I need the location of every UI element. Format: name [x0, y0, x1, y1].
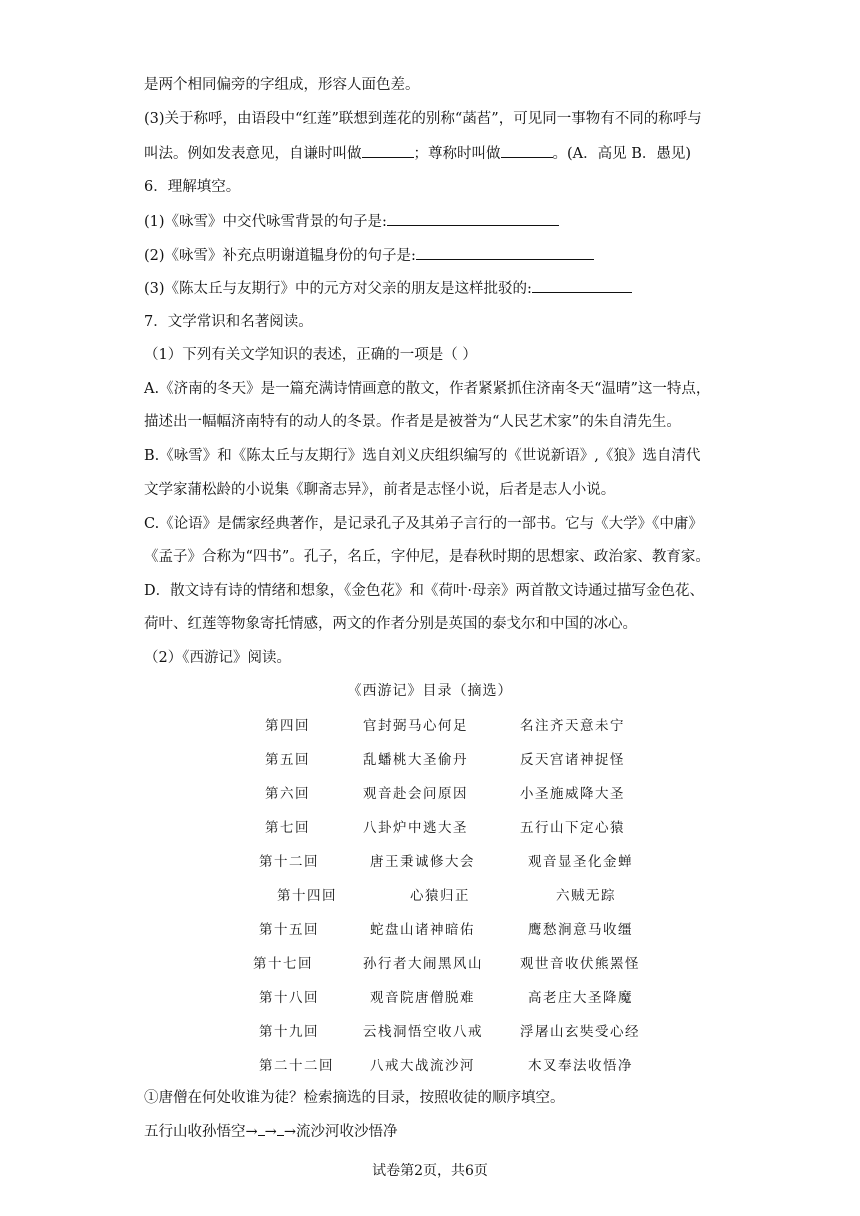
- catalog-row: [0, 816, 860, 838]
- text-line: 《孟子》合称为“四书”。孔子，名丘，字仲尼，是春秋时期的思想家、政治家、教育家。: [144, 549, 710, 565]
- arrow-glyph: →: [264, 1124, 277, 1140]
- chapter-title-a: 官封弼马心何足: [363, 718, 468, 734]
- chapter-title-a: 孙行者大闹黑风山: [363, 956, 483, 972]
- catalog-row: [0, 714, 860, 736]
- text-line: 是两个相同偏旁的字组成，形容人面色差。: [144, 77, 420, 93]
- text-line: 文学家蒲松龄的小说集《聊斋志异》，前者是志怪小说，后者是志人小说。: [144, 482, 616, 498]
- chapter-title-b: 高老庄大圣降魔: [528, 990, 633, 1006]
- chapter-number: 第十八回: [259, 990, 319, 1006]
- chapter-title-b: 浮屠山玄奘受心经: [520, 1024, 640, 1040]
- answer-blank: [362, 143, 414, 158]
- option-d: D．散文诗有诗的情绪和想象，《金色花》和《荷叶·母亲》两首散文诗通过描写金色花、: [144, 583, 704, 599]
- chapter-number: 第十九回: [259, 1024, 319, 1040]
- answer-blank: [501, 143, 553, 158]
- chapter-number: 第四回: [265, 718, 310, 734]
- question-heading: 7．文学常识和名著阅读。: [144, 314, 313, 330]
- chapter-number: 第二十二回: [259, 1058, 334, 1074]
- text-line: ①唐僧在何处收谁为徒？检索摘选的目录，按照收徒的顺序填空。: [144, 1090, 565, 1106]
- answer-blank: [416, 245, 594, 260]
- chapter-title-b: 反天宫诸神捉怪: [520, 752, 625, 768]
- chapter-title-b: 鹰愁涧意马收缰: [528, 922, 633, 938]
- text-fragment: (3)《陈太丘与友期行》中的元方对父亲的朋友是这样批驳的:: [144, 281, 532, 297]
- text-line: 描述出一幅幅济南特有的动人的冬景。作者是是被誉为“人民艺术家”的朱自清先生。: [144, 414, 681, 430]
- chapter-number: 第七回: [265, 820, 310, 836]
- chapter-title-a: 八卦炉中逃大圣: [363, 820, 468, 836]
- text-fragment: ；尊称时叫做: [413, 146, 501, 162]
- text-line: [144, 211, 559, 232]
- catalog-row: [0, 782, 860, 804]
- chapter-title-a: 乱蟠桃大圣偷丹: [363, 752, 468, 768]
- chapter-title-a: 观音赴会问原因: [363, 786, 468, 802]
- text-fragment: 五行山收孙悟空→: [144, 1124, 258, 1140]
- chapter-title-b: 五行山下定心猿: [520, 820, 625, 836]
- option-c: C.《论语》是儒家经典著作，是记录孔子及其弟子言行的一部书。它与《大学》《中庸》: [144, 516, 703, 532]
- chapter-title-b: 小圣施威降大圣: [520, 786, 625, 802]
- question-heading: 6．理解填空。: [144, 179, 241, 195]
- chapter-number: 第六回: [265, 786, 310, 802]
- text-line: [144, 143, 691, 164]
- chapter-title-a: 心猿归正: [410, 888, 470, 904]
- catalog-row: [0, 1020, 860, 1042]
- option-b: B.《咏雪》和《陈太丘与友期行》选自刘义庆组织编写的《世说新语》,《狼》选自清代: [144, 448, 701, 464]
- catalog-title: 《西游记》目录（摘选）: [347, 683, 513, 699]
- catalog-row: [0, 918, 860, 940]
- text-line: 荷叶、红莲等物象寄托情感，两文的作者分别是英国的泰戈尔和中国的冰心。: [144, 616, 637, 632]
- catalog-row: [0, 986, 860, 1008]
- chapter-number: 第十七回: [253, 956, 313, 972]
- answer-blank: [387, 211, 559, 226]
- text-fragment: →流沙河收沙悟净: [283, 1124, 398, 1140]
- text-fragment: 叫法。例如发表意见，自谦时叫做: [144, 146, 362, 162]
- chapter-title-a: 八戒大战流沙河: [370, 1058, 475, 1074]
- chapter-number: 第十二回: [259, 854, 319, 870]
- chapter-title-b: 观音显圣化金蝉: [528, 854, 633, 870]
- chapter-title-b: 木叉奉法收悟净: [528, 1058, 633, 1074]
- chapter-number: 第五回: [265, 752, 310, 768]
- text-line: (3)关于称呼，由语段中“红莲”联想到莲花的别称“菡萏”，可见同一事物有不同的称呼与: [144, 111, 702, 127]
- text-line: （1）下列有关文学知识的表述，正确的一项是（ ）: [144, 347, 477, 363]
- chapter-title-b: 名注齐天意未宁: [520, 718, 625, 734]
- catalog-row: [0, 748, 860, 770]
- catalog-row: [0, 1054, 860, 1076]
- page-footer: 试卷第2页，共6页: [372, 1163, 488, 1179]
- chapter-number: 第十四回: [277, 888, 337, 904]
- text-line: [144, 1121, 397, 1142]
- chapter-number: 第十五回: [259, 922, 319, 938]
- text-line: （2）《西游记》阅读。: [144, 650, 291, 666]
- catalog-row: [0, 884, 860, 906]
- chapter-title-b: 观世音收伏熊罴怪: [520, 956, 640, 972]
- text-fragment: (1)《咏雪》中交代咏雪背景的句子是:: [144, 214, 387, 230]
- answer-blank: [277, 1121, 284, 1136]
- text-fragment: 。(A．高见 B．愚见): [552, 146, 692, 162]
- catalog-row: [0, 952, 860, 974]
- text-line: [144, 278, 632, 299]
- option-a: A.《济南的冬天》是一篇充满诗情画意的散文，作者紧紧抓住济南冬天“温晴”这一特点，: [144, 381, 711, 397]
- text-fragment: (2)《咏雪》补充点明谢道韫身份的句子是:: [144, 248, 416, 264]
- answer-blank: [258, 1121, 265, 1136]
- text-line: [144, 245, 594, 266]
- chapter-title-a: 唐王秉诚修大会: [370, 854, 475, 870]
- answer-blank: [532, 278, 632, 293]
- chapter-title-a: 蛇盘山诸神暗佑: [370, 922, 475, 938]
- chapter-title-a: 观音院唐僧脱难: [370, 990, 475, 1006]
- catalog-row: [0, 850, 860, 872]
- chapter-title-a: 云栈洞悟空收八戒: [363, 1024, 483, 1040]
- chapter-title-b: 六贼无踪: [556, 888, 616, 904]
